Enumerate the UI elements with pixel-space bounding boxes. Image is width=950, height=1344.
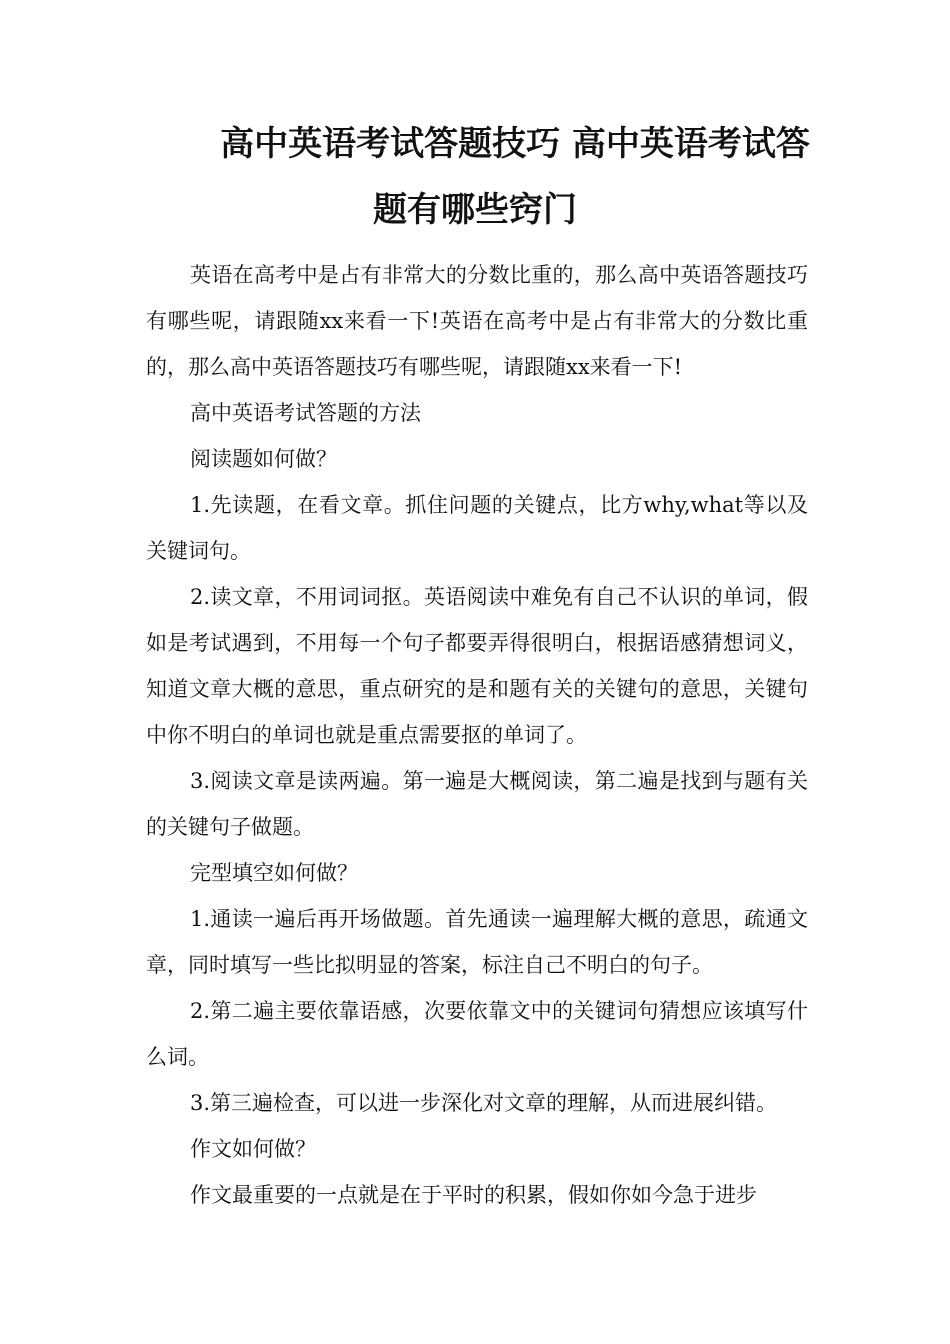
document-title-line-1: 高中英语考试答题技巧 高中英语考试答 bbox=[220, 124, 810, 164]
paragraph-cloze-1: 1.通读一遍后再开场做题。首先通读一遍理解大概的意思，疏通文章，同时填写一些比拟明显的答案，标注自己不明白的句子。 bbox=[146, 907, 808, 977]
section-heading-methods: 高中英语考试答题的方法 bbox=[190, 401, 421, 425]
paragraph-cloze-2: 2.第二遍主要依靠语感，次要依靠文中的关键词句猜想应该填写什么词。 bbox=[146, 999, 808, 1069]
paragraph-writing-1: 作文最重要的一点就是在于平时的积累，假如你如今急于进步 bbox=[190, 1183, 757, 1207]
section-heading-writing: 作文如何做？ bbox=[190, 1137, 316, 1161]
document-title-line-2: 题有哪些窍门 bbox=[373, 190, 577, 230]
paragraph-cloze-3: 3.第三遍检查，可以进一步深化对文章的理解，从而进展纠错。 bbox=[190, 1091, 778, 1115]
document-body bbox=[146, 252, 808, 1218]
section-heading-cloze: 完型填空如何做？ bbox=[190, 861, 358, 885]
paragraph-reading-1: 1.先读题，在看文章。抓住问题的关键点，比方why,what等以及关键词句。 bbox=[146, 493, 808, 563]
paragraph-reading-3: 3.阅读文章是读两遍。第一遍是大概阅读，第二遍是找到与题有关的关键句子做题。 bbox=[146, 769, 808, 839]
section-heading-reading: 阅读题如何做？ bbox=[190, 447, 337, 471]
paragraph-intro: 英语在高考中是占有非常大的分数比重的，那么高中英语答题技巧有哪些呢，请跟随xx来看一下!英语在高考中是占有非常大的分数比重的，那么高中英语答题技巧有哪些呢，请跟随xx来看一下! bbox=[146, 263, 808, 379]
paragraph-reading-2: 2.读文章，不用词词抠。英语阅读中难免有自己不认识的单词，假如是考试遇到，不用每一个句子都要弄得很明白，根据语感猜想词义，知道文章大概的意思，重点研究的是和题有关的关键句的意思，关键句中你不明白的单词也就是重点需要抠的单词了。 bbox=[146, 585, 808, 747]
